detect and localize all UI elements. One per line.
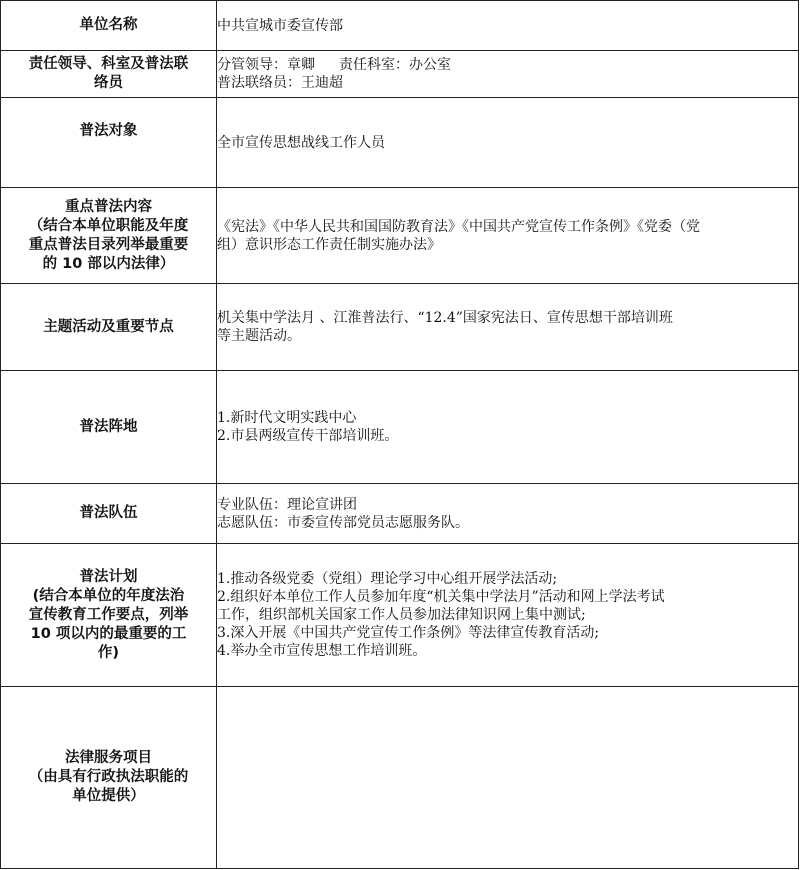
value-plan xyxy=(217,544,799,687)
label-line: 主题活动及重要节点 xyxy=(43,318,174,335)
value-line: 4.举办全市宣传思想工作培训班。 xyxy=(217,643,427,659)
label-line: 普法对象 xyxy=(79,123,138,139)
label-line: 络员 xyxy=(94,75,123,91)
value-line: 1.推动各级党委（党组）理论学习中心组开展学法活动; xyxy=(217,571,558,587)
value-key-content xyxy=(217,188,799,284)
office-name: 办公室 xyxy=(409,57,451,73)
label-line: 普法阵地 xyxy=(79,418,138,435)
label-line: 重点普法内容 xyxy=(65,198,152,215)
leader-name: 章卿 xyxy=(287,57,315,73)
value-line: 志愿队伍：市委宣传部党员志愿服务队。 xyxy=(217,514,469,531)
value-line: 机关集中学法月 、江淮普法行、“12.4”国家宪法日、宣传思想干部培训班 xyxy=(217,310,673,326)
value-unit-name xyxy=(217,1,799,51)
value-line: 《宪法》《中华人民共和国国防教育法》《中国共产党宣传工作条例》《党委（党 xyxy=(217,218,700,235)
value-venues xyxy=(217,371,799,484)
leader-office-line xyxy=(217,56,798,74)
label-line: (结合本单位的年度法治 xyxy=(32,587,185,604)
value-responsible-leader xyxy=(217,51,799,98)
label-line: 重点普法目录列举最重要 xyxy=(28,236,189,253)
row-key-content xyxy=(1,188,799,284)
value-theme-activities xyxy=(217,284,799,371)
label-line: 的 10 部以内法律） xyxy=(42,255,175,272)
label-line: 法律服务项目 xyxy=(65,750,152,766)
label-teams xyxy=(1,484,217,544)
row-venues xyxy=(1,371,799,484)
row-audience xyxy=(1,98,799,188)
liaison-line xyxy=(217,74,798,92)
liaison-name: 王迪超 xyxy=(301,75,343,91)
value-line: 专业队伍：理论宣讲团 xyxy=(217,496,357,513)
label-unit-name xyxy=(1,1,217,51)
label-line: 宣传教育工作要点，列举 xyxy=(28,606,189,623)
value-line: 2.市县两级宣传干部培训班。 xyxy=(217,428,399,444)
label-audience xyxy=(1,98,217,188)
liaison-label: 普法联络员： xyxy=(217,75,301,91)
value-teams xyxy=(217,484,799,544)
row-unit-name xyxy=(1,1,799,51)
label-line: 普法计划 xyxy=(79,568,138,585)
label-line: 普法队伍 xyxy=(79,505,138,521)
label-line: （由具有行政执法职能的 xyxy=(28,769,189,785)
row-responsible-leader xyxy=(1,51,799,98)
row-plan xyxy=(1,544,799,687)
label-line: 责任领导、科室及普法联 xyxy=(28,56,189,72)
value-line: 组）意识形态工作责任制实施办法》 xyxy=(217,236,441,253)
value-line: 等主题活动。 xyxy=(217,328,301,344)
label-line: 单位提供） xyxy=(72,788,145,804)
value-line: 工作，组织部机关国家工作人员参加法律知识网上集中测试; xyxy=(217,607,586,623)
label-theme-activities xyxy=(1,284,217,371)
label-plan xyxy=(1,544,217,687)
office-label: 责任科室： xyxy=(339,57,409,73)
value-audience xyxy=(217,98,799,188)
label-responsible-leader xyxy=(1,51,217,98)
label-venues xyxy=(1,371,217,484)
label-line: 10 项以内的最重要的工 xyxy=(30,625,187,642)
value-legal-services xyxy=(217,687,799,869)
label-line: 作) xyxy=(97,644,120,661)
value-line: 2.组织好本单位工作人员参加年度“机关集中学法月”活动和网上学法考试 xyxy=(217,589,665,605)
leader-label: 分管领导： xyxy=(217,57,287,73)
label-line: （结合本单位职能及年度 xyxy=(28,217,189,234)
label-legal-services xyxy=(1,687,217,869)
row-teams xyxy=(1,484,799,544)
label-key-content xyxy=(1,188,217,284)
value-line: 中共宣城市委宣传部 xyxy=(217,17,343,34)
label-line: 单位名称 xyxy=(79,17,138,33)
row-theme-activities xyxy=(1,284,799,371)
value-line: 全市宣传思想战线工作人员 xyxy=(217,134,385,151)
value-line: 3.深入开展《中国共产党宣传工作条例》等法律宣传教育活动; xyxy=(217,625,600,641)
row-legal-services xyxy=(1,687,799,869)
value-line: 1.新时代文明实践中心 xyxy=(217,410,357,426)
